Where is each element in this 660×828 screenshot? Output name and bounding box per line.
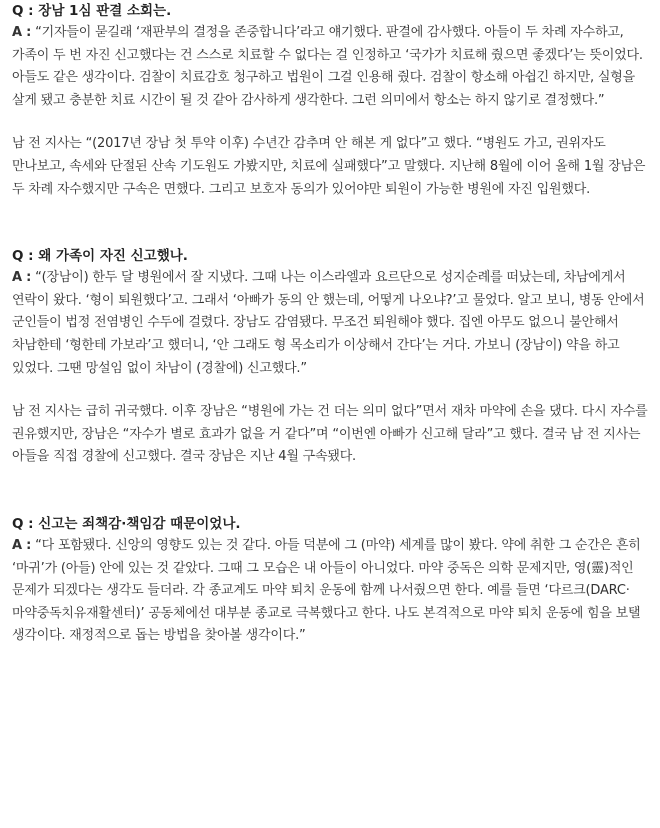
qa-block-3 bbox=[12, 513, 648, 648]
answer-text: “기자들이 묻길래 ‘재판부의 결정을 존중합니다’라고 얘기했다. 판결에 감사했다. 아들이 두 차례 자수하고, 가족이 두 번 자진 신고했다는 건 스스로 치료할 수 없다는 걸 인정하고 ‘국가가 치료해 줬으면 좋겠다’는 뜻이었다. 아들도 같은 생각이다. 검찰이 치료감호 청구하고 법원이 그걸 인용해 줬다. 검찰이 항소해 아쉽긴 하지만, 실형을 살게 됐고 충분한 치료 시간이 될 것 같아 감사하게 생각한다. 그런 의미에서 항소는 하지 않기로 결정했다.” bbox=[12, 25, 643, 108]
qa-block-1 bbox=[12, 0, 648, 112]
answer-3 bbox=[12, 535, 648, 648]
answer-2 bbox=[12, 267, 648, 380]
question-2: Q : 왜 가족이 자진 신고했나. bbox=[12, 248, 188, 265]
answer-label: A : bbox=[12, 537, 32, 553]
narration-1: 남 전 지사는 “(2017년 장남 첫 투약 이후) 수년간 감추며 안 해본 게 없다”고 했다. “병원도 가고, 권위자도 만나보고, 속세와 단절된 산속 기도원도 가봤지만, 치료에 실패했다”고 말했다. 지난해 8월에 이어 올해 1월 장남은 두 차례 자수했지만 구속은 면했다. 그리고 보호자 동의가 있어야만 퇴원이 가능한 병원에 자진 입원했다. bbox=[12, 136, 646, 197]
answer-text: “(장남이) 한두 달 병원에서 잘 지냈다. 그때 나는 이스라엘과 요르단으로 성지순례를 떠났는데, 차남에게서 연락이 왔다. ‘형이 퇴원했다’고. 그래서 ‘아빠가 동의 안 했는데, 어떻게 나오냐?’고 물었다. 알고 보니, 병동 안에서 군인들이 법정 전염병인 수두에 걸렸다. 장남도 감염됐다. 무조건 퇴원해야 했다. 집엔 아무도 없으니 불안해서 차남한테 ‘형한테 가보라’고 했더니, ‘안 그래도 형 목소리가 이상해서 간다’는 거다. 가보니 (장남이) 약을 하고 있었다. 그땐 망설임 없이 차남이 (경찰에) 신고했다.” bbox=[12, 270, 645, 376]
qa-block-2 bbox=[12, 245, 648, 380]
answer-label: A : bbox=[12, 25, 32, 40]
question-3: Q : 신고는 죄책감·책임감 때문이었나. bbox=[12, 515, 241, 532]
answer-label: A : bbox=[12, 270, 32, 286]
narration-2: 남 전 지사는 급히 귀국했다. 이후 장남은 “병원에 가는 건 더는 의미 없다”면서 재차 마약에 손을 댔다. 다시 자수를 권유했지만, 장남은 “자수가 별로 효과가 없을 거 같다”며 “이번엔 아빠가 신고해 달라”고 했다. 결국 남 전 지사는 아들을 직접 경찰에 신고했다. 결국 장남은 지난 4월 구속됐다. bbox=[12, 404, 648, 465]
answer-text: “다 포함됐다. 신앙의 영향도 있는 것 같다. 아들 덕분에 그 (마약) 세계를 많이 봤다. 약에 취한 그 순간은 흔히 ‘마귀’가 (아들) 안에 있는 것 같았다. 그때 그 모습은 내 아들이 아니었다. 마약 중독은 의학 문제지만, 영(靈)적인 문제가 되겠다는 생각도 들더라. 각 종교계도 마약 퇴치 운동에 함께 나서줬으면 한다. 예를 들면 ‘다르크(DARC·마약중독치유재활센터)’ 공동체에선 대부분 종교로 극복했다고 한다. 나도 본격적으로 마약 퇴치 운동에 힘을 보탤 생각이다. 재정적으로 돕는 방법을 찾아볼 생각이다.” bbox=[12, 537, 641, 644]
question-1: Q : 장남 1심 판결 소회는. bbox=[12, 3, 172, 19]
answer-1 bbox=[12, 22, 648, 112]
